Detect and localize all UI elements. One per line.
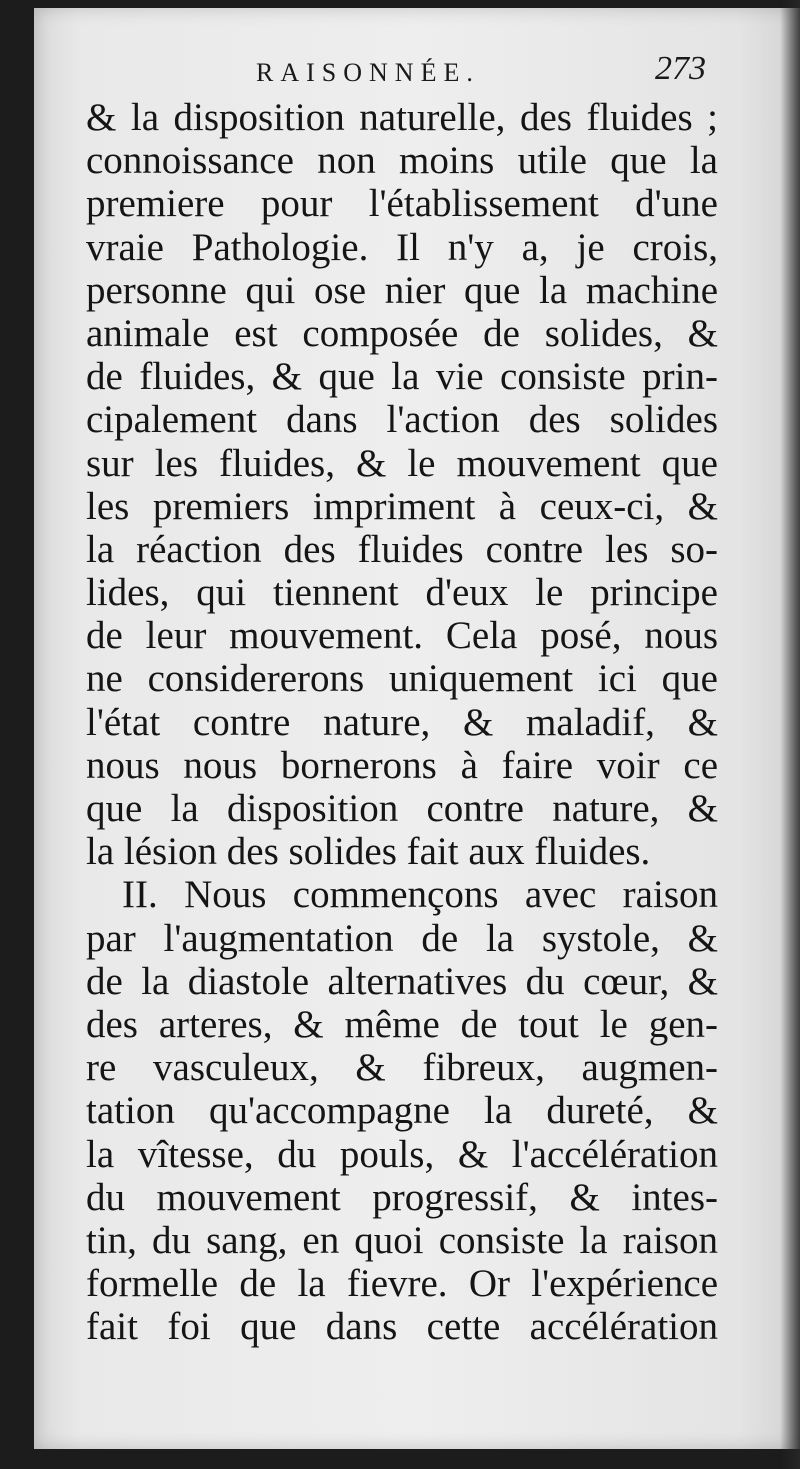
text-line: nous nous bornerons à faire voir ce [86, 743, 718, 787]
text-line: du mouvement progressif, & intes- [86, 1175, 718, 1219]
paragraph-start-line: II. Nous commençons avec raison [122, 873, 718, 917]
text-line: sur les fluides, & le mouvement que [86, 441, 718, 485]
text-line: premiere pour l'établissement d'une [86, 182, 718, 226]
text-line: & la disposition naturelle, des fluides ; [86, 96, 718, 139]
text-line: fait foi que dans cette accélération [86, 1305, 718, 1349]
text-line: tin, du sang, en quoi consiste la raison [86, 1218, 718, 1262]
text-line: cipalement dans l'action des solides [86, 398, 718, 442]
text-line: ne considererons uniquement ici que [86, 657, 718, 701]
text-line: connoissance non moins utile que la [86, 139, 718, 183]
text-line: la vîtesse, du pouls, & l'accélération [86, 1132, 718, 1176]
text-line: tation qu'accompagne la dureté, & [86, 1089, 718, 1133]
text-line: de fluides, & que la vie consiste prin- [86, 355, 718, 399]
text-line: la lésion des solides fait aux fluides. [86, 830, 651, 874]
text-line: lides, qui tiennent d'eux le principe [86, 571, 718, 615]
text-line: par l'augmentation de la systole, & [86, 916, 718, 960]
text-line: re vasculeux, & fibreux, augmen- [86, 1046, 718, 1090]
page-number: 273 [655, 50, 706, 87]
text-line: la réaction des fluides contre les so- [86, 527, 718, 571]
text-line: de la diastole alternatives du cœur, & [86, 959, 718, 1003]
text-line: de leur mouvement. Cela posé, nous [86, 614, 718, 658]
body-text [86, 96, 718, 1348]
text-line: des arteres, & même de tout le gen- [86, 1002, 718, 1046]
text-line: vraie Pathologie. Il n'y a, je crois, [86, 225, 718, 269]
text-line: que la disposition contre nature, & [86, 787, 718, 830]
text-line: personne qui ose nier que la machine [86, 268, 718, 312]
page-edge-shadow [780, 0, 800, 1469]
text-line: formelle de la fievre. Or l'expérience [86, 1262, 718, 1306]
text-line: les premiers impriment à ceux-ci, & [86, 484, 718, 528]
running-head: RAISONNÉE. [256, 58, 480, 87]
text-line: animale est composée de solides, & [86, 311, 718, 355]
text-line: l'état contre nature, & maladif, & [86, 700, 718, 744]
